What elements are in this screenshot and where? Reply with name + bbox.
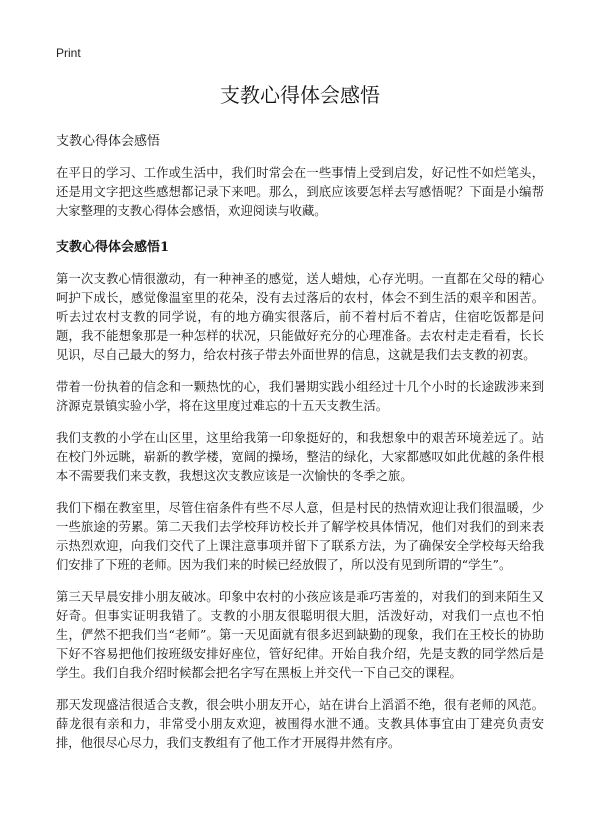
page-title: 支教心得体会感悟 xyxy=(220,83,380,107)
document-body xyxy=(56,82,544,753)
body-paragraph: 第一次支教心情很激动，有一种神圣的感觉，送人蜡烛，心存光明。一直都在父母的精心呵护下成长，感觉像温室里的花朵，没有去过落后的农村，体会不到生活的艰辛和困苦。听去过农村支教的同学说，有的地方确实很落后，前不着村后不着店，住宿吃饭都是问题，我不能想象那是一种怎样的状况，只能做好充分的心理准备。去农村走走看看，长长见识，尽自己最大的努力，给农村孩子带去外面世界的信息，这就是我们去支教的初衷。 xyxy=(56,272,544,362)
body-paragraph: 第三天早晨安排小朋友破冰。印象中农村的小孩应该是乖巧害羞的，对我们的到来陌生又好奇。但事实证明我错了。支教的小朋友很聪明很大胆，活泼好动，对我们一点也不怕生，俨然不把我们当“老师”。第一天见面就有很多迟到缺勤的现象，我们在王校长的协助下好不容易把他们按班级安排好座位，管好纪律。开始自我介绍，先是支教的同学然后是学生。我们自我介绍时候都会把名字写在黑板上并交代一下自己交的课程。 xyxy=(56,590,544,680)
body-paragraph: 我们支教的小学在山区里，这里给我第一印象挺好的，和我想象中的艰苦环境差远了。站在校门外远眺，崭新的教学楼，宽阔的操场，整洁的绿化，大家都感叹如此优越的条件根本不需要我们来支教，我想这次支教应该是一次愉快的冬季之旅。 xyxy=(56,431,544,483)
print-link[interactable]: Print xyxy=(56,46,81,60)
body-paragraph: 我们下榻在教室里，尽管住宿条件有些不尽人意，但是村民的热情欢迎让我们很温暖，少一些旅途的劳累。第二天我们去学校拜访校长并了解学校具体情况，他们对我们的到来表示热烈欢迎，向我们交代了上课注意事项并留下了联系方法，为了确保安全学校每天给我们安排了下班的老师。因为我们来的时候已经放假了，所以没有见到所谓的“学生”。 xyxy=(56,501,544,572)
body-paragraph: 带着一份执着的信念和一颗热忱的心，我们暑期实践小组经过十几个小时的长途跋涉来到济源克景镇实验小学，将在这里度过难忘的十五天支教生活。 xyxy=(56,380,544,413)
section-heading: 支教心得体会感悟1 xyxy=(56,240,170,255)
document-subtitle: 支教心得体会感悟 xyxy=(56,134,161,149)
body-paragraph: 那天发现盛洁很适合支教，很会哄小朋友开心，站在讲台上滔滔不绝，很有老师的风范。薛龙很有亲和力，非常受小朋友欢迎，被围得水泄不通。支教具体事宜由丁建亮负责安排，他很尽心尽力，我们支教组有了他工作才开展得井然有序。 xyxy=(56,698,544,750)
intro-paragraph: 在平日的学习、工作或生活中，我们时常会在一些事情上受到启发，好记性不如烂笔头，还是用文字把这些感想都记录下来吧。那么，到底应该要怎样去写感悟呢？下面是小编帮大家整理的支教心得体会感悟，欢迎阅读与收藏。 xyxy=(56,166,544,218)
